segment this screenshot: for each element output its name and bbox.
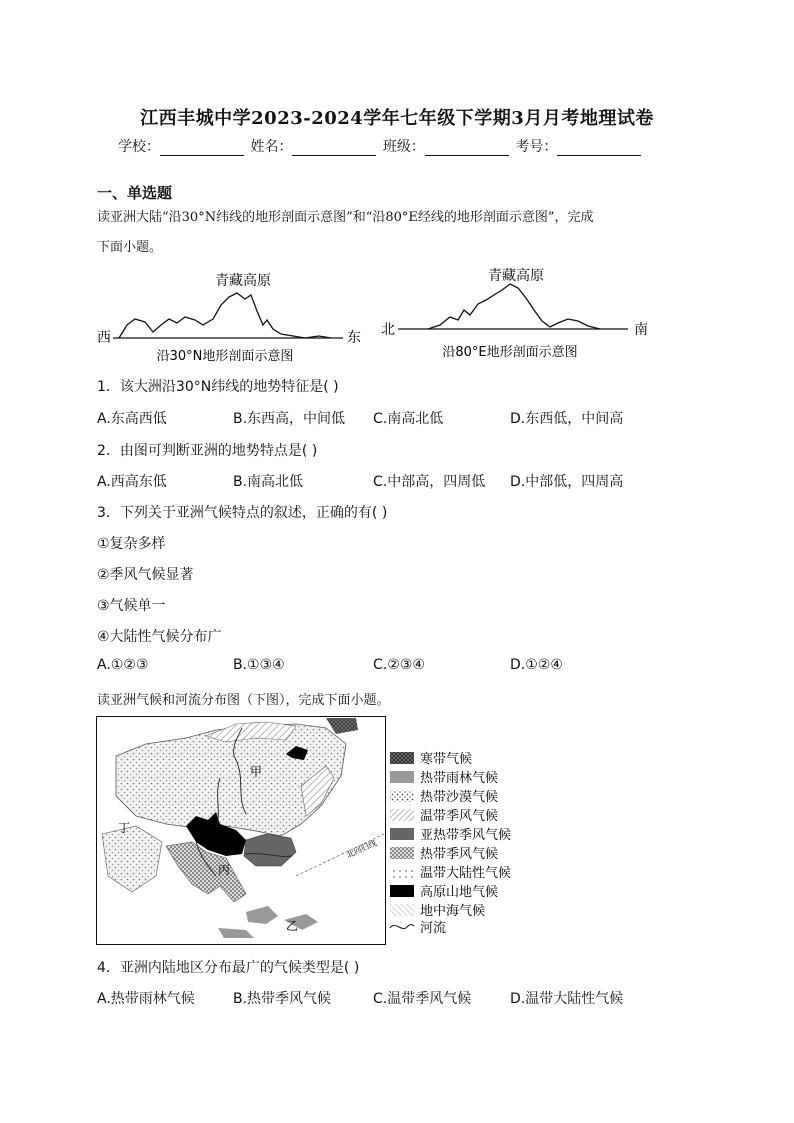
q4-option-b[interactable]: B.热带季风气候 [233, 991, 332, 1007]
question-4-stem: 4．亚洲内陆地区分布最广的气候类型是( ) [97, 960, 360, 976]
legend-swatch-tropical-monsoon [390, 847, 414, 859]
q3-option-b[interactable]: B.①③④ [233, 657, 285, 673]
label-yi: 乙 [286, 919, 299, 933]
terrain-profile-line [428, 284, 600, 329]
question-2-stem: 2．由图可判断亚洲的地势特点是( ) [97, 443, 318, 459]
q3-statement-4: ④大陆性气候分布广 [97, 629, 222, 645]
label-ding: 丁 [118, 821, 131, 835]
q2-option-b[interactable]: B.南高北低 [233, 474, 304, 490]
name-blank[interactable] [292, 141, 376, 156]
legend-label-2: 热带雨林气候 [420, 771, 499, 786]
q1-option-b[interactable]: B.东西高，中间低 [233, 411, 346, 427]
tropic-label: 北回归线 [345, 838, 379, 860]
legend-label-8: 高原山地气候 [420, 885, 499, 900]
section-heading: 一、单选题 [97, 184, 173, 202]
number-blank[interactable] [557, 141, 641, 156]
profile-2-peak-label: 青藏高原 [488, 268, 544, 284]
profile-1-peak-label: 青藏高原 [215, 273, 271, 289]
profile-1-caption: 沿30°N地形剖面示意图 [156, 349, 294, 364]
legend-label-6: 热带季风气候 [420, 847, 499, 862]
q2-option-c[interactable]: C.中部高，四周低 [373, 474, 486, 490]
q3-option-d[interactable]: D.①②④ [510, 657, 563, 673]
q1-option-d[interactable]: D.东西低，中间高 [510, 411, 624, 427]
legend-swatch-river [390, 925, 414, 929]
q1-option-a[interactable]: A.东高西低 [97, 411, 167, 427]
legend-label-9: 地中海气候 [420, 904, 486, 919]
intro-1-line-2: 下面小题。 [97, 240, 163, 255]
profile-80e-diagram [378, 260, 660, 365]
legend-swatch-tropical-desert [390, 790, 414, 802]
legend-swatch-subtropical-monsoon [390, 828, 414, 840]
student-info-line [118, 136, 643, 156]
intro-2: 读亚洲气候和河流分布图（下图），完成下面小题。 [97, 693, 390, 708]
legend-label-5: 亚热带季风气候 [420, 828, 512, 843]
intro-1-line-1: 读亚洲大陆“沿30°N纬线的地形剖面示意图”和“沿80°E经线的地形剖面示意图”，完成 [97, 210, 594, 225]
profile-2-north-label: 北 [381, 322, 395, 338]
q4-option-d[interactable]: D.温带大陆性气候 [510, 991, 624, 1007]
q4-option-c[interactable]: C.温带季风气候 [373, 991, 472, 1007]
name-label: 姓名： [250, 139, 293, 155]
legend-label-7: 温带大陆性气候 [420, 866, 512, 881]
class-label: 班级： [382, 139, 425, 155]
q3-statement-3: ③气候单一 [97, 598, 166, 614]
q3-option-a[interactable]: A.①②③ [97, 657, 149, 673]
legend-label-1: 寒带气候 [420, 752, 473, 767]
profile-2-caption: 沿80°E地形剖面示意图 [442, 345, 578, 360]
map-legend [386, 748, 546, 936]
legend-swatch-plateau [390, 885, 414, 897]
legend-swatch-mediterranean [390, 904, 414, 916]
legend-swatch-cold [390, 752, 414, 764]
legend-swatch-temperate-continental [390, 866, 414, 878]
number-label: 考号： [515, 139, 558, 155]
q2-option-a[interactable]: A.西高东低 [97, 474, 167, 490]
q2-option-d[interactable]: D.中部低，四周高 [510, 474, 624, 490]
profile-30n-diagram [95, 265, 370, 365]
question-1-stem: 1．该大洲沿30°N纬线的地势特征是( ) [97, 379, 339, 395]
terrain-profile-line [119, 293, 331, 338]
label-jia: 甲 [250, 765, 263, 779]
exam-title: 江西丰城中学2023-2024学年七年级下学期3月月考地理试卷 [140, 108, 654, 129]
legend-swatch-tropical-rainforest [390, 771, 414, 783]
legend-swatch-temperate-monsoon [390, 809, 414, 821]
q3-option-c[interactable]: C.②③④ [373, 657, 425, 673]
profile-1-east-label: 东 [347, 330, 361, 346]
class-blank[interactable] [425, 141, 509, 156]
q3-statement-2: ②季风气候显著 [97, 567, 194, 583]
label-bing: 丙 [218, 863, 231, 877]
legend-label-3: 热带沙漠气候 [420, 790, 499, 805]
school-label: 学校： [118, 139, 160, 155]
profile-1-west-label: 西 [97, 330, 111, 346]
school-blank[interactable] [160, 141, 244, 156]
q1-option-c[interactable]: C.南高北低 [373, 411, 444, 427]
legend-label-10: 河流 [420, 921, 447, 936]
q4-option-a[interactable]: A.热带雨林气候 [97, 991, 195, 1007]
asia-climate-map [96, 716, 386, 946]
profile-2-south-label: 南 [634, 322, 648, 338]
q3-statement-1: ①复杂多样 [97, 536, 166, 552]
question-3-stem: 3．下列关于亚洲气候特点的叙述，正确的有( ) [97, 505, 388, 521]
legend-label-4: 温带季风气候 [420, 809, 499, 824]
